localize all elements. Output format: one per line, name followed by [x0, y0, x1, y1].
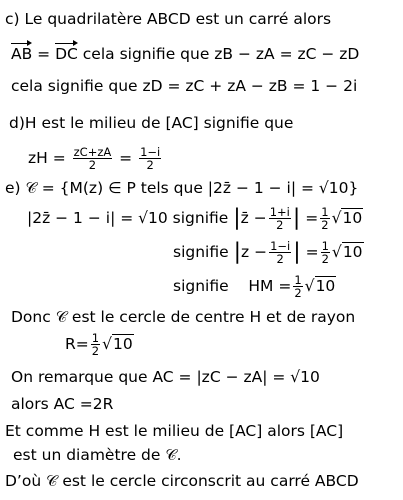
sqrt-10: √10 — [331, 243, 363, 261]
equals-sign: = — [278, 277, 292, 295]
fraction-denominator: 2 — [146, 158, 154, 172]
fraction-denominator: 2 — [321, 252, 329, 266]
fraction-1-minus-i — [269, 240, 291, 265]
equals-sign: = — [32, 45, 56, 63]
signifie-label: signifie — [173, 277, 229, 295]
fraction-numerator: 1−i — [140, 145, 161, 159]
fraction-half — [321, 240, 330, 265]
part-c-line2-text: cela signifie que z — [77, 45, 223, 63]
fraction-zc-za — [73, 146, 113, 171]
part-c-line2 — [11, 44, 359, 64]
radicand: 10 — [315, 277, 336, 295]
radicand: 10 — [342, 243, 363, 261]
equation-left: |2z̄ − 1 − i| = √10 signifie — [27, 209, 229, 227]
fraction-numerator: zC+zA — [73, 145, 112, 159]
fraction-denominator: 2 — [276, 218, 284, 232]
fraction-1-minus-i — [139, 146, 161, 171]
fraction-denominator: 2 — [321, 218, 329, 232]
radius-line — [65, 330, 134, 358]
fraction-numerator: 1 — [91, 331, 100, 345]
abs-bar-right: | — [293, 239, 301, 265]
part-c-line2-expr: B − zA = zC − zD — [222, 45, 360, 63]
comme-line1: Et comme H est le milieu de [AC] alors [AC] — [5, 422, 344, 440]
radicand: 10 — [342, 209, 363, 227]
part-c-line3: cela signifie que zD = zC + zA − zB = 1 − 2i — [11, 77, 358, 95]
fraction-denominator: 2 — [276, 252, 284, 266]
fraction-numerator: 1 — [321, 239, 329, 253]
equals-sign: = — [305, 209, 319, 227]
final-line: D’où 𝒞 est le cercle circonscrit au carré ABCD — [5, 472, 359, 490]
fraction-numerator: 1 — [321, 205, 329, 219]
zh-label: zH = — [28, 149, 71, 167]
abs-content: z − — [241, 243, 268, 261]
abs-bar-left: | — [233, 205, 241, 231]
fraction-half — [91, 332, 100, 357]
signifie-label: signifie — [173, 243, 229, 261]
fraction-half — [320, 206, 329, 231]
fraction-half — [293, 274, 302, 299]
radicand: 10 — [112, 335, 133, 353]
sqrt-10: √10 — [331, 209, 363, 227]
part-c-line1: c) Le quadrilatère ABCD est un carré alors — [5, 10, 332, 28]
sqrt-10: √10 — [102, 335, 133, 353]
fraction-numerator: 1+i — [269, 205, 290, 219]
fraction-1-plus-i — [269, 206, 291, 231]
sqrt-10: √10 — [304, 277, 336, 295]
part-e-line1: e) 𝒞 = {M(z) ∈ P tels que |2z̄ − 1 − i| = √10} — [5, 179, 359, 197]
fraction-denominator: 2 — [294, 286, 302, 300]
hm-label: HM — [248, 277, 274, 295]
fraction-numerator: 1 — [294, 273, 302, 287]
abs-content: z̄ − — [240, 209, 267, 227]
part-e-line2 — [27, 204, 363, 233]
vector-dc: DC — [55, 45, 78, 63]
vector-ab: AB — [11, 45, 33, 63]
part-e-line4 — [173, 272, 336, 300]
comme-line2: est un diamètre de 𝒞. — [13, 446, 182, 464]
fraction-numerator: 1−i — [270, 239, 291, 253]
fraction-denominator: 2 — [91, 344, 100, 358]
alors-line: alors AC =2R — [11, 395, 114, 413]
conclusion-line1: Donc 𝒞 est le cercle de centre H et de rayon — [11, 308, 356, 326]
part-d-line2 — [28, 143, 163, 173]
equals-sign: = — [305, 243, 319, 261]
abs-bar-left: | — [233, 239, 242, 265]
part-e-line3 — [173, 238, 364, 267]
part-d-line1: d)H est le milieu de [AC] signifie que — [9, 114, 294, 132]
fraction-denominator: 2 — [88, 158, 97, 172]
abs-bar-right: | — [292, 205, 301, 231]
remark-line: On remarque que AC = |zC − zA| = √10 — [11, 368, 320, 386]
equals-sign: = — [114, 149, 138, 167]
r-label: R= — [65, 335, 89, 353]
